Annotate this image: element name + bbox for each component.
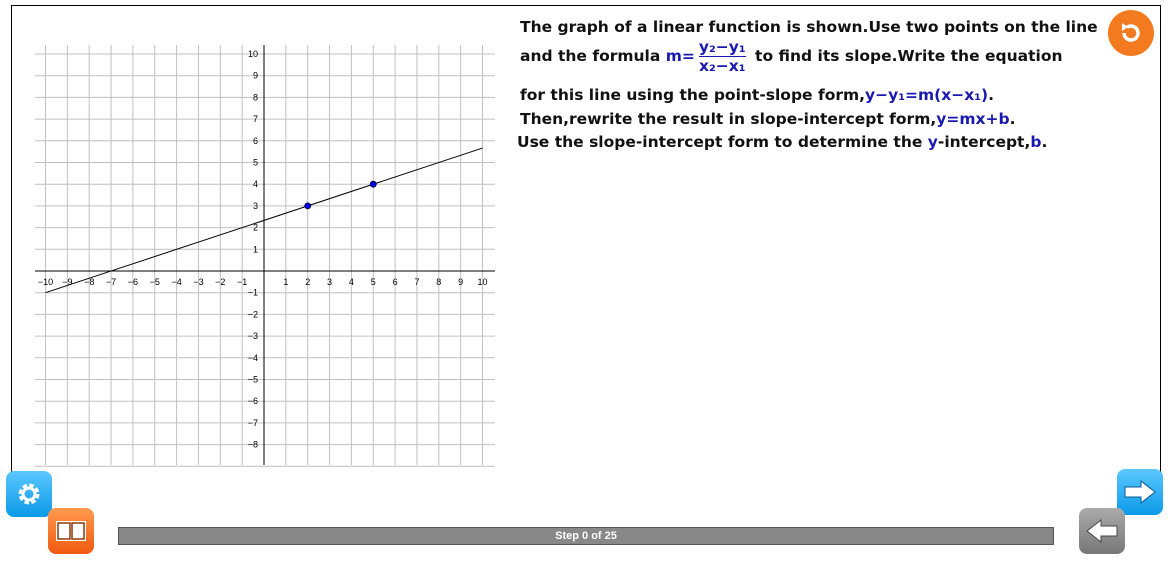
x-tick-label: 7	[414, 277, 420, 287]
math: m=	[665, 47, 695, 65]
text: Then,rewrite the result in slope-intercept form,	[520, 110, 937, 128]
y-tick-label: −1	[247, 287, 258, 298]
next-button[interactable]	[1117, 469, 1163, 515]
y-tick-label: −6	[247, 396, 258, 407]
x-tick-label: −7	[105, 277, 117, 287]
instruction-line-5	[517, 133, 1047, 151]
x-tick-label: −3	[193, 277, 204, 287]
text: .	[988, 86, 994, 104]
math: b	[1030, 133, 1042, 151]
data-point	[305, 203, 311, 209]
back-button[interactable]	[1079, 508, 1125, 554]
x-tick-label: −8	[84, 277, 95, 287]
x-tick-label: −10	[37, 277, 54, 287]
book-button[interactable]	[48, 508, 94, 554]
math: y=mx+b	[936, 110, 1010, 128]
y-tick-label: 10	[247, 49, 258, 59]
y-tick-label: 1	[252, 244, 258, 255]
x-tick-label: −9	[62, 277, 73, 287]
x-tick-label: 4	[348, 277, 354, 287]
x-tick-label: 6	[392, 277, 398, 287]
reset-button[interactable]	[1108, 10, 1154, 56]
y-tick-label: −5	[247, 374, 258, 385]
y-tick-label: −7	[247, 417, 258, 428]
denominator: x₂−x₁	[698, 57, 746, 75]
x-tick-label: 3	[327, 277, 333, 287]
x-tick-label: 8	[436, 277, 442, 287]
x-tick-label: −4	[171, 277, 182, 287]
instruction-line-3	[520, 86, 994, 104]
y-tick-label: 4	[252, 179, 258, 190]
y-tick-label: 5	[252, 157, 258, 168]
instruction-line-2	[520, 38, 1063, 75]
arrow-left-icon	[1085, 518, 1119, 544]
instruction-line-1: The graph of a linear function is shown.Use two points on the line	[520, 18, 1098, 36]
reset-icon	[1116, 18, 1146, 48]
x-tick-label: −1	[237, 277, 248, 287]
text: .	[1009, 110, 1016, 128]
x-tick-label: 9	[458, 277, 464, 287]
data-point	[370, 181, 376, 187]
text: Use the slope-intercept form to determine the	[517, 133, 928, 151]
coordinate-graph	[0, 0, 510, 475]
math: y	[927, 133, 938, 151]
progress-label: Step 0 of 25	[555, 530, 617, 542]
y-tick-label: 2	[252, 222, 258, 233]
y-tick-label: 9	[252, 70, 258, 81]
y-tick-label: 3	[252, 200, 258, 211]
math: y−y₁=m(x−x₁)	[865, 86, 989, 104]
x-tick-label: 2	[305, 277, 311, 287]
y-tick-label: 6	[252, 135, 258, 146]
progress-bar	[118, 527, 1054, 545]
text: -intercept,	[937, 133, 1031, 151]
slope-fraction	[699, 38, 746, 75]
text: and the formula	[520, 47, 666, 65]
x-tick-label: −5	[149, 277, 160, 287]
text: to find its slope.Write the equation	[749, 47, 1063, 65]
settings-button[interactable]	[6, 471, 52, 517]
y-tick-label: 7	[252, 114, 258, 125]
text: for this line using the point-slope form,	[520, 86, 866, 104]
y-tick-label: −8	[247, 439, 258, 450]
y-tick-label: 8	[252, 92, 258, 103]
x-tick-label: 10	[477, 277, 488, 287]
y-tick-label: −3	[247, 331, 258, 342]
y-tick-label: −4	[247, 352, 258, 363]
x-tick-label: 5	[370, 277, 376, 287]
gear-icon	[15, 480, 43, 508]
arrow-right-icon	[1123, 479, 1157, 505]
instruction-line-4	[520, 110, 1015, 128]
x-tick-label: 1	[283, 277, 289, 287]
book-icon	[54, 518, 88, 544]
text: .	[1041, 133, 1048, 151]
x-tick-label: −2	[215, 277, 226, 287]
y-tick-label: −2	[247, 309, 258, 320]
x-tick-label: −6	[127, 277, 139, 287]
numerator: y₂−y₁	[698, 38, 746, 56]
